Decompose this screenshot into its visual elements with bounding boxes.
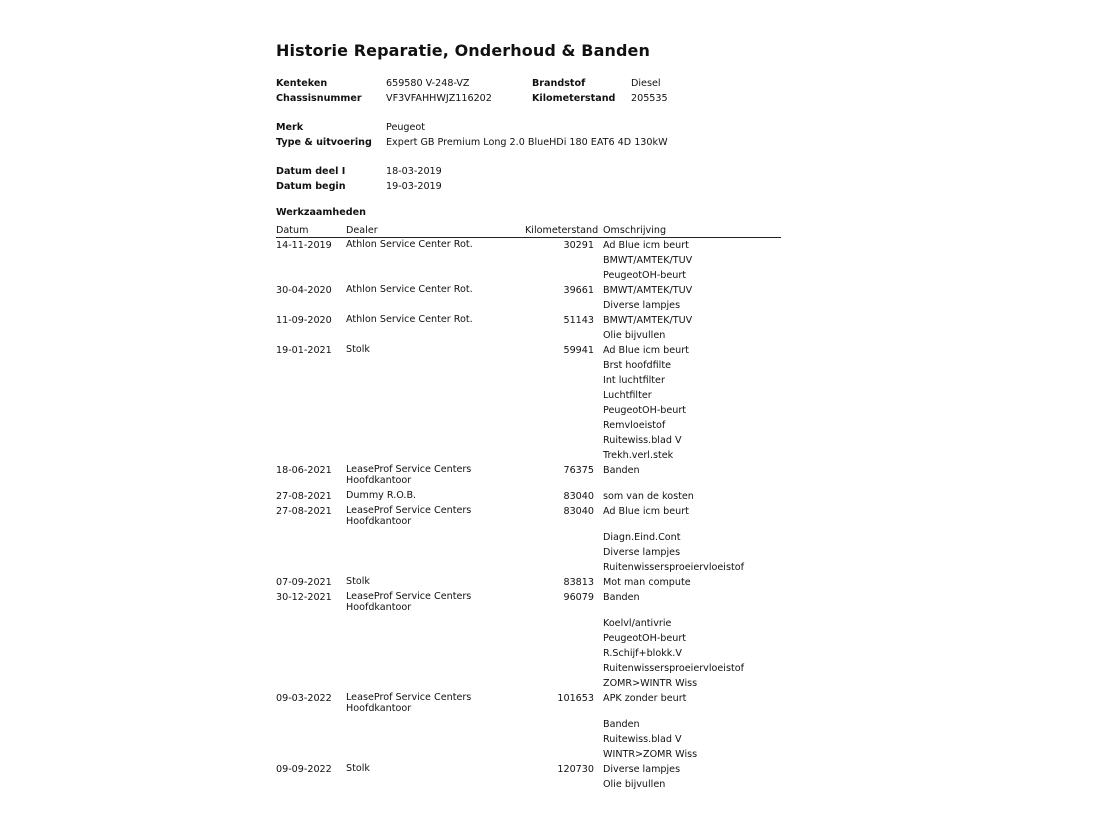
row-kilometerstand: 83040	[563, 506, 594, 517]
row-omschrijving	[603, 764, 680, 794]
omschrijving-item: BMWT/AMTEK/TUV	[603, 285, 693, 296]
omschrijving-item: Diverse lampjes	[603, 300, 681, 311]
omschrijving-item: PeugeotOH-beurt	[603, 405, 687, 416]
omschrijving-item: Banden	[603, 719, 640, 730]
omschrijving-item: Ruitenwissersproeiervloeistof	[603, 562, 744, 573]
omschrijving-item: BMWT/AMTEK/TUV	[603, 315, 693, 326]
row-datum: 19-01-2021	[276, 345, 332, 356]
omschrijving-item: Remvloeistof	[603, 420, 666, 431]
row-datum: 18-06-2021	[276, 465, 332, 476]
column-header-datum: Datum	[276, 225, 309, 236]
omschrijving-item: Luchtfilter	[603, 390, 652, 401]
row-dealer: Dummy R.O.B.	[346, 490, 417, 501]
row-datum: 07-09-2021	[276, 577, 332, 588]
row-dealer: Stolk	[346, 763, 370, 774]
omschrijving-item: Int luchtfilter	[603, 375, 665, 386]
chassisnummer-value: VF3VFAHHWJZ116202	[386, 93, 492, 104]
omschrijving-item: BMWT/AMTEK/TUV	[603, 255, 693, 266]
omschrijving-item: Ruitenwissersproeiervloeistof	[603, 663, 744, 674]
kilometerstand-value: 205535	[631, 93, 668, 104]
table-header	[276, 225, 781, 238]
omschrijving-item: Diagn.Eind.Cont	[603, 532, 681, 543]
row-omschrijving	[603, 491, 694, 506]
row-kilometerstand: 83813	[563, 577, 594, 588]
chassisnummer-label: Chassisnummer	[276, 93, 362, 104]
row-kilometerstand: 51143	[563, 315, 594, 326]
datum-deel1-value: 18-03-2019	[386, 166, 442, 177]
row-dealer: LeaseProf Service Centers Hoofdkantoor	[346, 692, 472, 714]
row-datum: 30-04-2020	[276, 285, 332, 296]
column-header-omschrijving: Omschrijving	[603, 225, 667, 236]
omschrijving-item: som van de kosten	[603, 491, 694, 502]
brandstof-label: Brandstof	[532, 78, 586, 89]
row-kilometerstand: 30291	[563, 240, 594, 251]
brandstof-value: Diesel	[631, 78, 661, 89]
omschrijving-item: Koelvl/antivrie	[603, 618, 672, 629]
row-omschrijving	[603, 285, 692, 315]
page-title: Historie Reparatie, Onderhoud & Banden	[276, 41, 650, 60]
table-row	[276, 577, 781, 592]
omschrijving-item: R.Schijf+blokk.V	[603, 648, 682, 659]
row-omschrijving	[603, 693, 697, 764]
omschrijving-item: Ruitewiss.blad V	[603, 435, 682, 446]
row-datum: 14-11-2019	[276, 240, 332, 251]
table-row	[276, 240, 781, 285]
table-row	[276, 592, 781, 693]
table-row	[276, 506, 781, 577]
row-kilometerstand: 39661	[563, 285, 594, 296]
row-dealer: LeaseProf Service Centers Hoofdkantoor	[346, 591, 472, 613]
omschrijving-item: Mot man compute	[603, 577, 691, 588]
column-header-dealer: Dealer	[346, 225, 378, 236]
table-row	[276, 465, 781, 491]
table-row	[276, 315, 781, 345]
table-row	[276, 285, 781, 315]
row-omschrijving	[603, 592, 744, 693]
row-dealer: LeaseProf Service Centers Hoofdkantoor	[346, 505, 472, 527]
type-value: Expert GB Premium Long 2.0 BlueHDi 180 EAT6 4D 130kW	[386, 137, 668, 148]
omschrijving-item: ZOMR>WINTR Wiss	[603, 678, 698, 689]
kilometerstand-label: Kilometerstand	[532, 93, 616, 104]
merk-value: Peugeot	[386, 122, 426, 133]
merk-label: Merk	[276, 122, 304, 133]
omschrijving-item: Ad Blue icm beurt	[603, 506, 689, 517]
omschrijving-item: Diverse lampjes	[603, 547, 681, 558]
datum-begin-label: Datum begin	[276, 181, 346, 192]
row-kilometerstand: 59941	[563, 345, 594, 356]
row-kilometerstand: 101653	[557, 693, 594, 704]
table-row	[276, 693, 781, 764]
row-dealer: LeaseProf Service Centers Hoofdkantoor	[346, 464, 472, 486]
werkzaamheden-heading: Werkzaamheden	[276, 207, 366, 218]
omschrijving-item: PeugeotOH-beurt	[603, 270, 687, 281]
row-kilometerstand: 96079	[563, 592, 594, 603]
row-omschrijving	[603, 465, 640, 480]
omschrijving-item: Ad Blue icm beurt	[603, 345, 689, 356]
row-datum: 30-12-2021	[276, 592, 332, 603]
row-datum: 09-03-2022	[276, 693, 332, 704]
omschrijving-item: Olie bijvullen	[603, 779, 666, 790]
row-omschrijving	[603, 315, 692, 345]
row-datum: 27-08-2021	[276, 506, 332, 517]
row-dealer: Athlon Service Center Rot.	[346, 239, 473, 250]
row-dealer: Athlon Service Center Rot.	[346, 314, 473, 325]
row-omschrijving	[603, 240, 692, 285]
row-datum: 11-09-2020	[276, 315, 332, 326]
kenteken-value: 659580 V-248-VZ	[386, 78, 470, 89]
omschrijving-item: Trekh.verl.stek	[603, 450, 674, 461]
omschrijving-item: PeugeotOH-beurt	[603, 633, 687, 644]
kenteken-label: Kenteken	[276, 78, 328, 89]
datum-begin-value: 19-03-2019	[386, 181, 442, 192]
row-datum: 09-09-2022	[276, 764, 332, 775]
row-omschrijving	[603, 577, 691, 592]
datum-deel1-label: Datum deel I	[276, 166, 346, 177]
omschrijving-item: Brst hoofdfilte	[603, 360, 671, 371]
omschrijving-item: Banden	[603, 465, 640, 476]
type-label: Type & uitvoering	[276, 137, 372, 148]
omschrijving-item: Olie bijvullen	[603, 330, 666, 341]
werkzaamheden-table	[276, 240, 781, 794]
omschrijving-item: Banden	[603, 592, 640, 603]
row-kilometerstand: 76375	[563, 465, 594, 476]
column-header-kilometerstand: Kilometerstand	[525, 225, 599, 236]
omschrijving-item: Ruitewiss.blad V	[603, 734, 682, 745]
row-datum: 27-08-2021	[276, 491, 332, 502]
table-row	[276, 764, 781, 794]
omschrijving-item: Ad Blue icm beurt	[603, 240, 689, 251]
omschrijving-item: WINTR>ZOMR Wiss	[603, 749, 698, 760]
omschrijving-item: APK zonder beurt	[603, 693, 687, 704]
row-kilometerstand: 120730	[557, 764, 594, 775]
row-omschrijving	[603, 345, 689, 465]
table-row	[276, 491, 781, 506]
row-dealer: Athlon Service Center Rot.	[346, 284, 473, 295]
row-dealer: Stolk	[346, 344, 370, 355]
table-row	[276, 345, 781, 465]
row-kilometerstand: 83040	[563, 491, 594, 502]
row-dealer: Stolk	[346, 576, 370, 587]
row-omschrijving	[603, 506, 744, 577]
omschrijving-item: Diverse lampjes	[603, 764, 681, 775]
